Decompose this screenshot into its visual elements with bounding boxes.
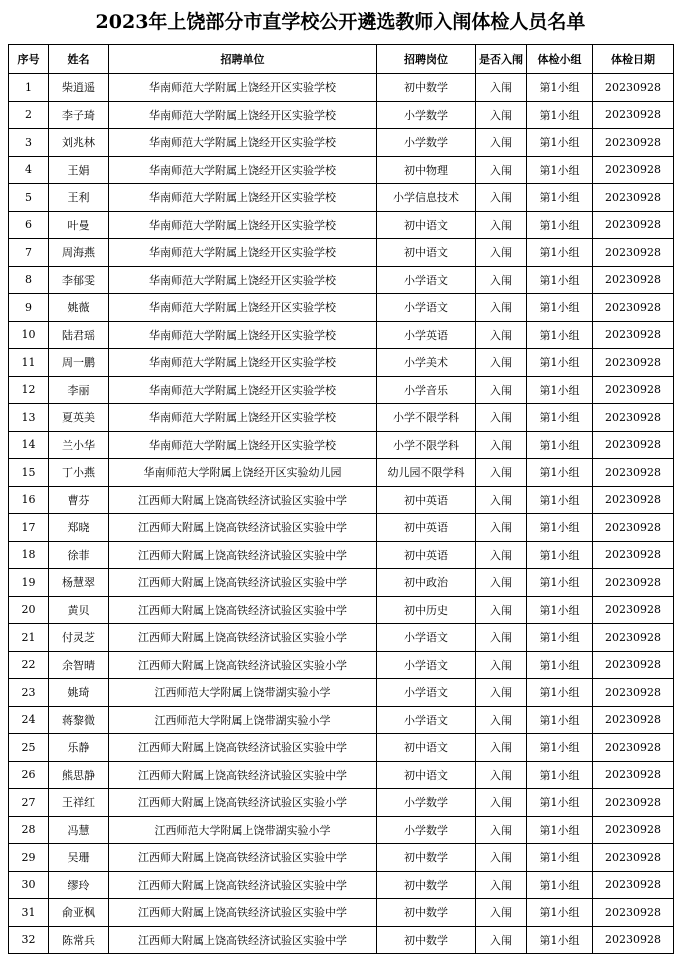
cell-index: 14 [9,431,49,459]
cell-exam-group: 第1小组 [527,816,593,844]
cell-exam-date: 20230928 [593,761,674,789]
cell-position: 幼儿园不限学科 [377,459,476,487]
cell-index: 11 [9,349,49,377]
cell-exam-group: 第1小组 [527,706,593,734]
cell-name: 缪玲 [49,871,109,899]
cell-employer: 江西师大附属上饶高铁经济试验区实验中学 [109,899,377,927]
cell-exam-date: 20230928 [593,624,674,652]
cell-position: 小学音乐 [377,376,476,404]
header-index: 序号 [9,45,49,74]
cell-exam-date: 20230928 [593,266,674,294]
cell-exam-group: 第1小组 [527,101,593,129]
cell-exam-date: 20230928 [593,486,674,514]
cell-index: 23 [9,679,49,707]
cell-exam-date: 20230928 [593,541,674,569]
cell-name: 夏英美 [49,404,109,432]
table-row [9,101,674,129]
cell-exam-group: 第1小组 [527,239,593,267]
cell-exam-date: 20230928 [593,376,674,404]
cell-employer: 华南师范大学附属上饶经开区实验学校 [109,211,377,239]
cell-exam-date: 20230928 [593,156,674,184]
table-row [9,486,674,514]
cell-shortlisted: 入闱 [476,899,527,927]
cell-exam-group: 第1小组 [527,294,593,322]
cell-shortlisted: 入闱 [476,514,527,542]
cell-index: 5 [9,184,49,212]
cell-name: 余智晴 [49,651,109,679]
cell-position: 初中语文 [377,211,476,239]
table-row [9,349,674,377]
cell-exam-group: 第1小组 [527,734,593,762]
cell-exam-group: 第1小组 [527,871,593,899]
cell-position: 小学语文 [377,624,476,652]
cell-exam-group: 第1小组 [527,376,593,404]
cell-name: 刘兆林 [49,129,109,157]
cell-index: 22 [9,651,49,679]
cell-employer: 华南师范大学附属上饶经开区实验学校 [109,129,377,157]
cell-position: 初中数学 [377,871,476,899]
header-position: 招聘岗位 [377,45,476,74]
cell-name: 王娟 [49,156,109,184]
header-name: 姓名 [49,45,109,74]
cell-exam-group: 第1小组 [527,899,593,927]
cell-employer: 江西师大附属上饶高铁经济试验区实验小学 [109,624,377,652]
cell-exam-date: 20230928 [593,101,674,129]
cell-exam-date: 20230928 [593,239,674,267]
cell-exam-date: 20230928 [593,431,674,459]
cell-name: 王利 [49,184,109,212]
cell-name: 李丽 [49,376,109,404]
cell-position: 初中历史 [377,596,476,624]
cell-shortlisted: 入闱 [476,376,527,404]
cell-employer: 江西师大附属上饶高铁经济试验区实验中学 [109,541,377,569]
table-row [9,156,674,184]
table-row [9,541,674,569]
cell-employer: 江西师范大学附属上饶带湖实验小学 [109,679,377,707]
cell-index: 10 [9,321,49,349]
cell-index: 15 [9,459,49,487]
cell-index: 3 [9,129,49,157]
cell-exam-date: 20230928 [593,569,674,597]
cell-exam-date: 20230928 [593,789,674,817]
cell-name: 吴珊 [49,844,109,872]
cell-name: 王祥红 [49,789,109,817]
cell-shortlisted: 入闱 [476,239,527,267]
cell-name: 熊思静 [49,761,109,789]
cell-name: 徐菲 [49,541,109,569]
cell-exam-date: 20230928 [593,871,674,899]
cell-employer: 华南师范大学附属上饶经开区实验学校 [109,266,377,294]
cell-exam-group: 第1小组 [527,266,593,294]
cell-employer: 江西师范大学附属上饶带湖实验小学 [109,706,377,734]
cell-index: 4 [9,156,49,184]
cell-position: 小学语文 [377,706,476,734]
table-row [9,761,674,789]
cell-exam-group: 第1小组 [527,569,593,597]
cell-position: 小学语文 [377,651,476,679]
cell-shortlisted: 入闱 [476,541,527,569]
cell-exam-group: 第1小组 [527,404,593,432]
cell-index: 25 [9,734,49,762]
cell-exam-group: 第1小组 [527,156,593,184]
table-row [9,266,674,294]
cell-name: 郑晓 [49,514,109,542]
cell-employer: 江西师大附属上饶高铁经济试验区实验中学 [109,569,377,597]
cell-position: 初中英语 [377,514,476,542]
cell-name: 柴逍遥 [49,74,109,102]
cell-index: 12 [9,376,49,404]
cell-position: 小学不限学科 [377,431,476,459]
cell-shortlisted: 入闱 [476,156,527,184]
cell-employer: 华南师范大学附属上饶经开区实验学校 [109,376,377,404]
cell-employer: 江西师大附属上饶高铁经济试验区实验中学 [109,844,377,872]
table-row [9,569,674,597]
cell-index: 13 [9,404,49,432]
header-exam-date: 体检日期 [593,45,674,74]
cell-shortlisted: 入闱 [476,459,527,487]
cell-position: 初中语文 [377,734,476,762]
cell-exam-date: 20230928 [593,404,674,432]
cell-exam-group: 第1小组 [527,651,593,679]
cell-position: 初中数学 [377,74,476,102]
cell-position: 初中英语 [377,486,476,514]
cell-shortlisted: 入闱 [476,294,527,322]
cell-position: 小学数学 [377,789,476,817]
cell-index: 19 [9,569,49,597]
cell-employer: 江西师大附属上饶高铁经济试验区实验中学 [109,926,377,954]
table-row [9,596,674,624]
cell-exam-group: 第1小组 [527,184,593,212]
cell-exam-date: 20230928 [593,596,674,624]
table-row [9,74,674,102]
cell-shortlisted: 入闱 [476,74,527,102]
cell-index: 32 [9,926,49,954]
cell-exam-date: 20230928 [593,74,674,102]
cell-position: 小学美术 [377,349,476,377]
cell-exam-group: 第1小组 [527,761,593,789]
table-row [9,871,674,899]
cell-index: 30 [9,871,49,899]
cell-index: 28 [9,816,49,844]
cell-employer: 江西师大附属上饶高铁经济试验区实验中学 [109,514,377,542]
table-row [9,129,674,157]
cell-position: 初中物理 [377,156,476,184]
cell-index: 29 [9,844,49,872]
cell-employer: 华南师范大学附属上饶经开区实验学校 [109,101,377,129]
cell-shortlisted: 入闱 [476,349,527,377]
cell-shortlisted: 入闱 [476,596,527,624]
cell-exam-date: 20230928 [593,734,674,762]
cell-employer: 华南师范大学附属上饶经开区实验幼儿园 [109,459,377,487]
cell-index: 27 [9,789,49,817]
cell-position: 小学不限学科 [377,404,476,432]
cell-exam-date: 20230928 [593,459,674,487]
cell-exam-date: 20230928 [593,211,674,239]
cell-employer: 华南师范大学附属上饶经开区实验学校 [109,156,377,184]
cell-position: 初中数学 [377,844,476,872]
cell-exam-date: 20230928 [593,514,674,542]
cell-shortlisted: 入闱 [476,404,527,432]
cell-name: 乐静 [49,734,109,762]
cell-name: 周一鹏 [49,349,109,377]
cell-employer: 华南师范大学附属上饶经开区实验学校 [109,349,377,377]
cell-exam-group: 第1小组 [527,789,593,817]
table-row [9,459,674,487]
cell-name: 蒋黎微 [49,706,109,734]
cell-employer: 华南师范大学附属上饶经开区实验学校 [109,321,377,349]
cell-exam-group: 第1小组 [527,596,593,624]
cell-index: 16 [9,486,49,514]
cell-position: 小学英语 [377,321,476,349]
cell-employer: 江西师大附属上饶高铁经济试验区实验小学 [109,651,377,679]
cell-exam-date: 20230928 [593,899,674,927]
cell-name: 周海燕 [49,239,109,267]
cell-name: 冯慧 [49,816,109,844]
cell-exam-group: 第1小组 [527,514,593,542]
header-employer: 招聘单位 [109,45,377,74]
cell-employer: 华南师范大学附属上饶经开区实验学校 [109,294,377,322]
cell-name: 姚薇 [49,294,109,322]
table-body [9,74,674,954]
cell-exam-date: 20230928 [593,816,674,844]
cell-index: 26 [9,761,49,789]
cell-name: 李郁雯 [49,266,109,294]
cell-exam-date: 20230928 [593,706,674,734]
cell-position: 初中语文 [377,239,476,267]
cell-name: 曹芬 [49,486,109,514]
cell-exam-group: 第1小组 [527,431,593,459]
cell-shortlisted: 入闱 [476,679,527,707]
cell-employer: 华南师范大学附属上饶经开区实验学校 [109,184,377,212]
table-row [9,816,674,844]
cell-index: 2 [9,101,49,129]
table-row [9,376,674,404]
cell-position: 初中英语 [377,541,476,569]
cell-shortlisted: 入闱 [476,844,527,872]
cell-shortlisted: 入闱 [476,431,527,459]
table-row [9,706,674,734]
cell-shortlisted: 入闱 [476,706,527,734]
cell-exam-date: 20230928 [593,844,674,872]
cell-employer: 江西师大附属上饶高铁经济试验区实验中学 [109,734,377,762]
cell-name: 李子琦 [49,101,109,129]
cell-employer: 江西师大附属上饶高铁经济试验区实验中学 [109,761,377,789]
cell-employer: 江西师大附属上饶高铁经济试验区实验中学 [109,486,377,514]
table-header-row [9,45,674,74]
cell-shortlisted: 入闱 [476,266,527,294]
cell-position: 初中数学 [377,926,476,954]
cell-name: 叶曼 [49,211,109,239]
roster-table [8,44,674,954]
table-row [9,239,674,267]
table-row [9,899,674,927]
cell-position: 初中语文 [377,761,476,789]
cell-exam-date: 20230928 [593,651,674,679]
cell-name: 陈常兵 [49,926,109,954]
table-row [9,734,674,762]
cell-shortlisted: 入闱 [476,569,527,597]
cell-shortlisted: 入闱 [476,486,527,514]
cell-employer: 华南师范大学附属上饶经开区实验学校 [109,404,377,432]
cell-exam-group: 第1小组 [527,459,593,487]
cell-name: 俞亚枫 [49,899,109,927]
cell-exam-group: 第1小组 [527,321,593,349]
cell-shortlisted: 入闱 [476,321,527,349]
cell-name: 兰小华 [49,431,109,459]
cell-exam-date: 20230928 [593,294,674,322]
table-row [9,294,674,322]
table-row [9,514,674,542]
cell-employer: 江西师大附属上饶高铁经济试验区实验小学 [109,789,377,817]
cell-employer: 华南师范大学附属上饶经开区实验学校 [109,431,377,459]
cell-position: 小学数学 [377,129,476,157]
table-row [9,431,674,459]
cell-shortlisted: 入闱 [476,871,527,899]
cell-index: 24 [9,706,49,734]
cell-exam-group: 第1小组 [527,624,593,652]
cell-index: 31 [9,899,49,927]
cell-exam-group: 第1小组 [527,211,593,239]
cell-exam-group: 第1小组 [527,74,593,102]
cell-exam-group: 第1小组 [527,129,593,157]
cell-position: 小学数学 [377,101,476,129]
cell-name: 陆君瑶 [49,321,109,349]
table-row [9,211,674,239]
cell-exam-group: 第1小组 [527,679,593,707]
cell-exam-date: 20230928 [593,679,674,707]
table-row [9,184,674,212]
cell-exam-group: 第1小组 [527,541,593,569]
cell-index: 1 [9,74,49,102]
cell-exam-date: 20230928 [593,184,674,212]
cell-position: 初中政治 [377,569,476,597]
header-exam-group: 体检小组 [527,45,593,74]
cell-name: 杨慧翠 [49,569,109,597]
table-row [9,624,674,652]
cell-position: 小学语文 [377,266,476,294]
cell-position: 小学信息技术 [377,184,476,212]
cell-position: 初中数学 [377,899,476,927]
cell-shortlisted: 入闱 [476,211,527,239]
cell-index: 9 [9,294,49,322]
cell-employer: 华南师范大学附属上饶经开区实验学校 [109,239,377,267]
cell-employer: 江西师范大学附属上饶带湖实验小学 [109,816,377,844]
cell-exam-group: 第1小组 [527,844,593,872]
cell-index: 18 [9,541,49,569]
cell-index: 17 [9,514,49,542]
cell-shortlisted: 入闱 [476,734,527,762]
table-row [9,844,674,872]
cell-name: 姚琦 [49,679,109,707]
cell-shortlisted: 入闱 [476,816,527,844]
cell-employer: 华南师范大学附属上饶经开区实验学校 [109,74,377,102]
cell-exam-date: 20230928 [593,926,674,954]
cell-exam-date: 20230928 [593,321,674,349]
cell-position: 小学数学 [377,816,476,844]
table-row [9,321,674,349]
cell-name: 黄贝 [49,596,109,624]
cell-shortlisted: 入闱 [476,624,527,652]
table-row [9,404,674,432]
cell-index: 21 [9,624,49,652]
cell-exam-date: 20230928 [593,349,674,377]
table-row [9,789,674,817]
cell-shortlisted: 入闱 [476,926,527,954]
cell-employer: 江西师大附属上饶高铁经济试验区实验中学 [109,596,377,624]
cell-exam-group: 第1小组 [527,486,593,514]
table-row [9,651,674,679]
cell-shortlisted: 入闱 [476,761,527,789]
cell-index: 7 [9,239,49,267]
cell-shortlisted: 入闱 [476,184,527,212]
cell-exam-date: 20230928 [593,129,674,157]
cell-name: 付灵芝 [49,624,109,652]
header-shortlisted: 是否入闱 [476,45,527,74]
cell-shortlisted: 入闱 [476,789,527,817]
cell-shortlisted: 入闱 [476,651,527,679]
cell-name: 丁小燕 [49,459,109,487]
cell-exam-group: 第1小组 [527,926,593,954]
cell-position: 小学语文 [377,679,476,707]
cell-index: 6 [9,211,49,239]
table-row [9,926,674,954]
cell-shortlisted: 入闱 [476,129,527,157]
cell-position: 小学语文 [377,294,476,322]
cell-exam-group: 第1小组 [527,349,593,377]
cell-shortlisted: 入闱 [476,101,527,129]
cell-index: 8 [9,266,49,294]
cell-index: 20 [9,596,49,624]
cell-employer: 江西师大附属上饶高铁经济试验区实验中学 [109,871,377,899]
table-row [9,679,674,707]
page-title: 2023年上饶部分市直学校公开遴选教师入闱体检人员名单 [95,11,586,33]
